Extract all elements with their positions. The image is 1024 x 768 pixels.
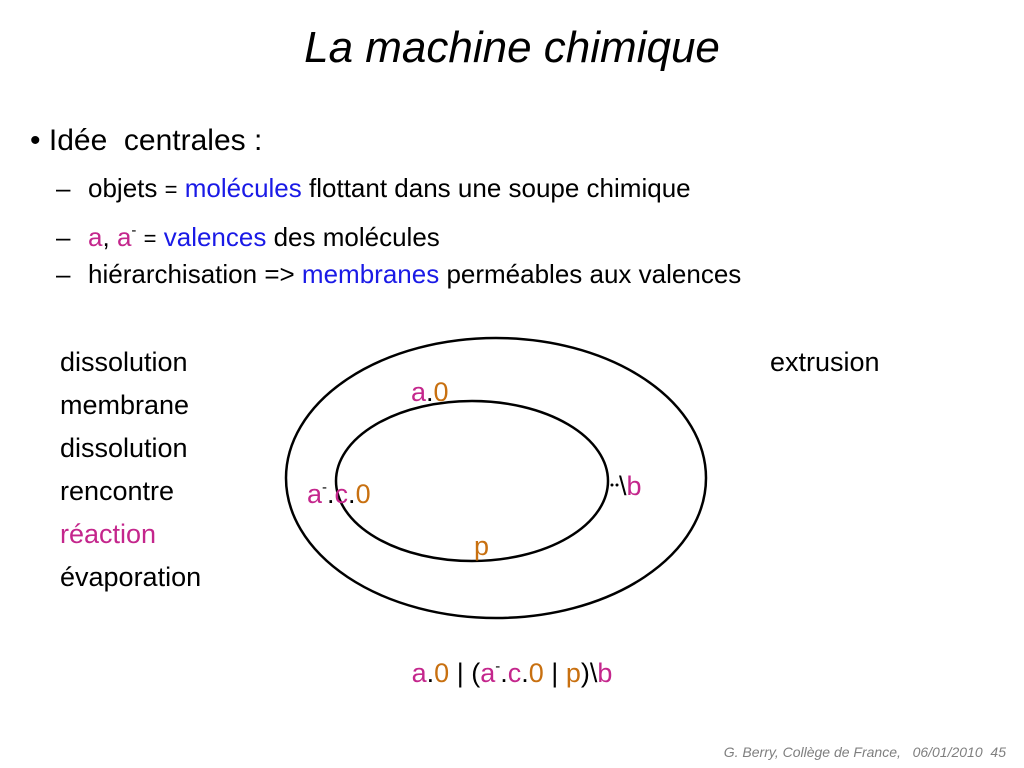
valences-rest: des molécules <box>273 222 440 252</box>
superscript-minus: - <box>131 222 137 239</box>
inner-dot-2: . <box>348 479 356 509</box>
slide-footer <box>724 744 1006 760</box>
formula-dot-3: . <box>521 658 529 688</box>
inner-p-label: p <box>474 531 490 561</box>
formula-p: p <box>565 658 581 688</box>
extrusion-dot <box>611 484 614 487</box>
slide-title: La machine chimique <box>304 23 720 72</box>
formula-zero-1: 0 <box>434 658 450 688</box>
formula-dot-1: . <box>426 658 435 688</box>
step-dissolution-2: dissolution <box>60 433 188 463</box>
footer-page-number: 45 <box>990 744 1006 760</box>
inner-a: a <box>307 479 323 509</box>
formula <box>0 650 1024 690</box>
inner-c: c <box>334 479 349 509</box>
formula-zero-2: 0 <box>528 658 544 688</box>
footer-date: 06/01/2010 <box>912 744 983 760</box>
formula-sep-2: | <box>543 658 566 688</box>
valence-a-minus: a <box>116 222 132 252</box>
formula-superscript-minus: - <box>495 658 501 675</box>
footer-author: G. Berry, Collège de France, <box>723 744 901 760</box>
formula-a-minus: a <box>480 658 496 688</box>
formula-c: c <box>507 658 522 688</box>
objets-rest: flottant dans une soupe chimique <box>309 173 691 203</box>
dash: – <box>56 173 71 203</box>
extrusion-b: b <box>626 471 642 501</box>
membranes-highlight: membranes <box>301 259 440 289</box>
inner-dot-1: . <box>327 479 335 509</box>
formula-sep-1: | ( <box>449 658 481 688</box>
inner-membrane <box>336 401 608 561</box>
molecules-highlight: molécules <box>184 173 302 203</box>
comma: , <box>102 222 110 252</box>
extrusion-b-label <box>619 470 642 502</box>
formula-dot-2: . <box>500 658 508 688</box>
formula-b: b <box>597 658 613 688</box>
step-evaporation: évaporation <box>60 562 202 592</box>
outer-zero: 0 <box>433 377 449 407</box>
equals-sign: = <box>143 226 157 251</box>
bullet-text: Idée centrales : <box>48 124 263 157</box>
inner-zero: 0 <box>355 479 371 509</box>
hierarchisation-rest: perméables aux valences <box>446 259 742 289</box>
outer-dot: . <box>426 377 434 407</box>
step-membrane: membrane <box>60 390 190 420</box>
dash: – <box>56 222 71 252</box>
valences-highlight: valences <box>163 222 267 252</box>
hierarchisation-label: hiérarchisation => <box>88 259 295 289</box>
outer-molecule-label <box>411 376 449 408</box>
step-dissolution-1: dissolution <box>60 347 188 377</box>
step-reaction: réaction <box>60 519 157 549</box>
objets-label: objets <box>88 173 158 203</box>
inner-superscript-minus: - <box>322 479 328 496</box>
formula-close: )\ <box>580 658 598 688</box>
extrusion-label: extrusion <box>770 347 880 377</box>
formula-a: a <box>411 658 427 688</box>
backslash: \ <box>619 471 627 501</box>
valence-a: a <box>88 222 103 252</box>
equals-sign: = <box>164 177 178 202</box>
step-rencontre: rencontre <box>60 476 175 506</box>
bullet-symbol: • <box>30 124 41 157</box>
outer-a: a <box>411 377 427 407</box>
inner-molecule-label <box>307 472 371 510</box>
dash: – <box>56 259 71 289</box>
